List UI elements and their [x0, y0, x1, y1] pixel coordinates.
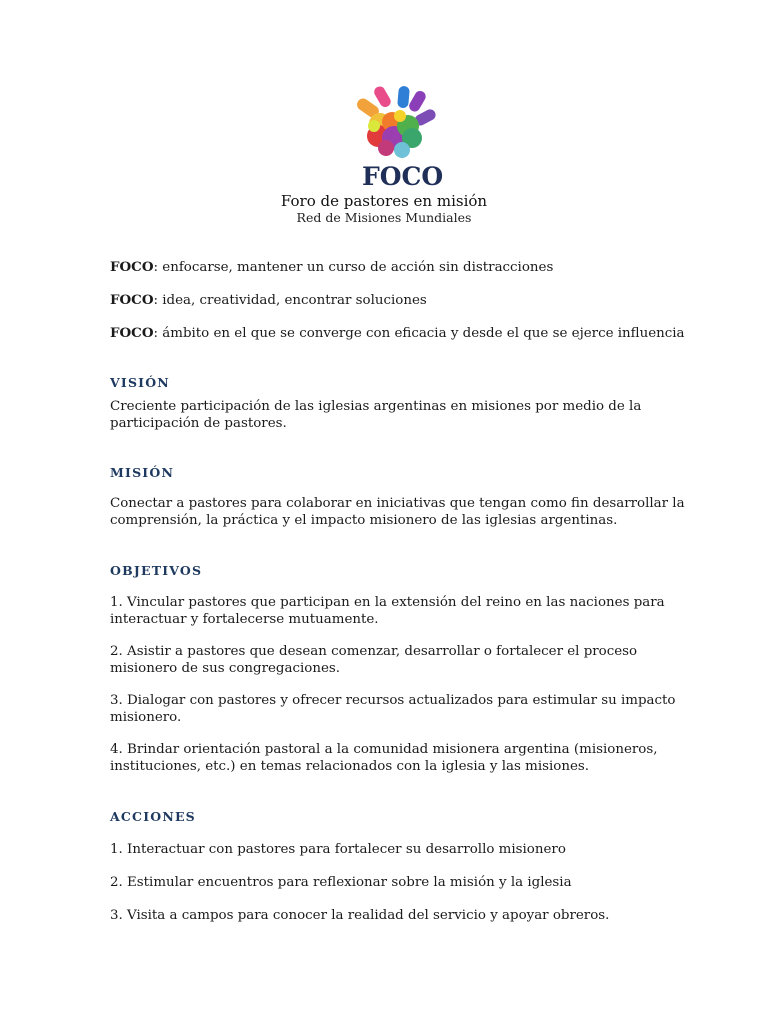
- objetivos-heading: OBJETIVOS: [110, 563, 203, 578]
- definition-term: FOCO: [110, 292, 154, 308]
- definition-line: [110, 259, 553, 276]
- definition-line: [110, 325, 685, 342]
- vision-text: Creciente participación de las iglesias argentinas en misiones por medio de la participación de pastores.: [110, 399, 642, 431]
- logo-text: FOCO: [362, 162, 444, 191]
- definition-line: [110, 292, 427, 309]
- vision-heading: VISIÓN: [110, 375, 170, 390]
- acciones-heading: ACCIONES: [110, 809, 196, 824]
- definition-text: : ámbito en el que se converge con eficacia y desde el que se ejerce influencia: [153, 326, 685, 341]
- definition-term: FOCO: [110, 325, 154, 341]
- definition-text: : idea, creatividad, encontrar soluciones: [153, 293, 427, 308]
- definition-text: : enfocarse, mantener un curso de acción sin distracciones: [153, 260, 554, 275]
- colorful-hand-icon: [348, 80, 448, 170]
- definition-term: FOCO: [110, 259, 154, 275]
- accion-item: 3. Visita a campos para conocer la realidad del servicio y apoyar obreros.: [110, 908, 610, 923]
- objetivo-item: 1. Vincular pastores que participan en la extensión del reino en las naciones para interactuar y fortalecerse mutuamente.: [110, 595, 665, 627]
- page-title: Foro de pastores en misión: [280, 192, 488, 210]
- mision-heading: MISIÓN: [110, 465, 175, 480]
- page-subtitle: Red de Misiones Mundiales: [296, 210, 472, 225]
- mision-text: Conectar a pastores para colaborar en iniciativas que tengan como fin desarrollar la comprensión, la práctica y el impacto misionero de las iglesias argentinas.: [110, 496, 685, 528]
- accion-item: 1. Interactuar con pastores para fortalecer su desarrollo misionero: [110, 842, 566, 857]
- objetivo-item: 4. Brindar orientación pastoral a la comunidad misionera argentina (misioneros, instituciones, etc.) en temas relacionados con la iglesia y las misiones.: [110, 742, 658, 774]
- objetivo-item: 2. Asistir a pastores que desean comenzar, desarrollar o fortalecer el proceso misionero de sus congregaciones.: [110, 644, 638, 676]
- objetivo-item: 3. Dialogar con pastores y ofrecer recursos actualizados para estimular su impacto misionero.: [110, 693, 676, 725]
- accion-item: 2. Estimular encuentros para reflexionar sobre la misión y la iglesia: [110, 875, 572, 890]
